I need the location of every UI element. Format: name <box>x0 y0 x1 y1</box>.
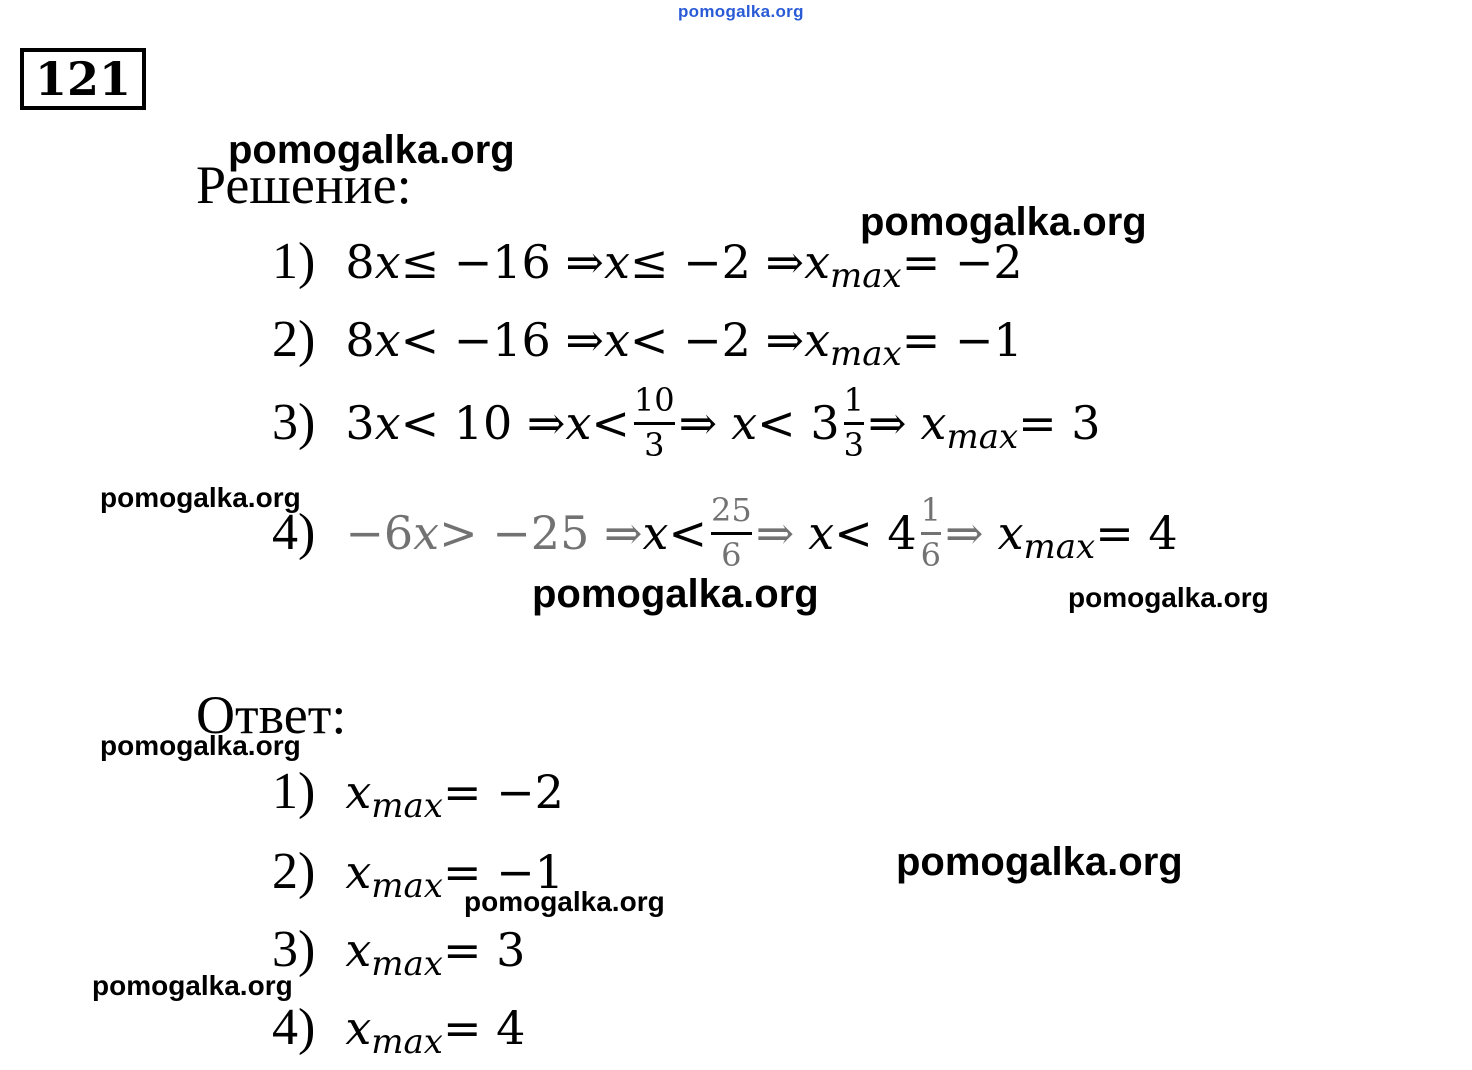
subscript: max <box>1023 527 1096 568</box>
solution-line-4 <box>272 491 1178 574</box>
watermark: pomogalka.org <box>228 128 515 172</box>
fraction-numerator: 25 <box>711 491 752 529</box>
subscript: max <box>371 1022 443 1062</box>
answer-line-1 <box>272 763 564 826</box>
expr: < 4 <box>834 506 917 561</box>
implies: ⇒ <box>867 396 907 451</box>
solution-line-3 <box>272 381 1101 464</box>
variable: x <box>642 506 669 561</box>
variable: x <box>804 313 831 367</box>
fraction-denominator: 3 <box>644 425 665 464</box>
implies: ⇒ <box>678 396 718 451</box>
variable: x <box>565 396 592 451</box>
fraction-numerator: 10 <box>633 381 675 419</box>
watermark: pomogalka.org <box>100 482 301 513</box>
variable: x <box>920 396 947 451</box>
fraction <box>711 491 752 574</box>
coef: 3 <box>345 396 375 451</box>
variable: x <box>997 506 1024 561</box>
fraction-bar <box>634 422 675 425</box>
watermark: pomogalka.org <box>860 200 1147 244</box>
item-number: 2) <box>272 311 316 368</box>
coef: 8 <box>345 313 375 367</box>
item-number: 1) <box>272 763 316 820</box>
fraction-bar <box>711 532 752 535</box>
item-number: 1) <box>272 233 316 290</box>
answer-value: = 3 <box>442 923 526 977</box>
watermark: pomogalka.org <box>896 840 1183 884</box>
variable: x <box>345 765 372 819</box>
top-watermark: pomogalka.org <box>678 2 804 21</box>
expr: < 10 ⇒ <box>400 396 566 451</box>
result: = 4 <box>1095 506 1178 561</box>
less-than: < <box>668 506 707 561</box>
answer-value: = 4 <box>442 1001 526 1055</box>
variable: x <box>374 396 401 451</box>
watermark: pomogalka.org <box>100 730 301 761</box>
variable: x <box>603 313 630 367</box>
expr: ≤ −16 ⇒ <box>400 235 604 289</box>
variable: x <box>603 235 630 289</box>
fraction-denominator: 6 <box>920 535 942 574</box>
watermark: pomogalka.org <box>464 886 665 917</box>
less-than: < <box>591 396 630 451</box>
fraction <box>843 381 864 464</box>
implies: ⇒ <box>945 506 984 561</box>
fraction-numerator: 1 <box>843 381 864 419</box>
fraction-denominator: 6 <box>721 535 742 574</box>
item-number: 3) <box>272 921 316 978</box>
answer-heading: Ответ: <box>196 685 347 745</box>
expr: < 3 <box>757 396 840 451</box>
result: = 3 <box>1018 396 1101 451</box>
item-number: 4) <box>272 999 316 1056</box>
variable: x <box>804 235 831 289</box>
variable: x <box>345 923 372 977</box>
expr: < −2 ⇒ <box>629 313 805 367</box>
coef: 8 <box>345 235 375 289</box>
watermark: pomogalka.org <box>532 572 819 616</box>
coef: −6 <box>345 506 414 561</box>
answer-value: = −1 <box>442 845 564 899</box>
variable: x <box>413 506 440 561</box>
subscript: max <box>371 786 443 826</box>
variable: x <box>345 845 372 899</box>
fraction-bar <box>844 422 864 425</box>
subscript: max <box>371 866 443 906</box>
fraction <box>633 381 675 464</box>
variable: x <box>808 506 835 561</box>
item-number: 4) <box>272 504 316 562</box>
result: = −1 <box>901 313 1023 367</box>
variable: x <box>345 1001 372 1055</box>
solution-heading: Решение: <box>196 155 412 215</box>
answer-value: = −2 <box>442 765 564 819</box>
implies: ⇒ <box>755 506 795 561</box>
subscript: max <box>371 944 443 984</box>
problem-number-box <box>20 48 146 110</box>
expr: ≤ −2 ⇒ <box>629 235 805 289</box>
answer-line-3 <box>272 921 526 984</box>
fraction-numerator: 1 <box>920 491 942 529</box>
result: = −2 <box>901 235 1023 289</box>
variable: x <box>374 235 401 289</box>
expr: > −25 ⇒ <box>439 506 643 561</box>
watermark: pomogalka.org <box>92 970 293 1001</box>
subscript: max <box>830 256 902 296</box>
problem-number: 121 <box>34 52 132 106</box>
expr: < −16 ⇒ <box>400 313 604 367</box>
subscript: max <box>830 334 902 374</box>
fraction-bar <box>921 532 941 535</box>
subscript: max <box>946 417 1019 458</box>
variable: x <box>731 396 758 451</box>
watermark: pomogalka.org <box>1068 582 1269 613</box>
item-number: 3) <box>272 394 316 452</box>
item-number: 2) <box>272 843 316 900</box>
answer-line-4 <box>272 999 526 1062</box>
fraction-denominator: 3 <box>843 425 864 464</box>
variable: x <box>374 313 401 367</box>
fraction <box>920 491 942 574</box>
solution-line-2 <box>272 311 1023 374</box>
